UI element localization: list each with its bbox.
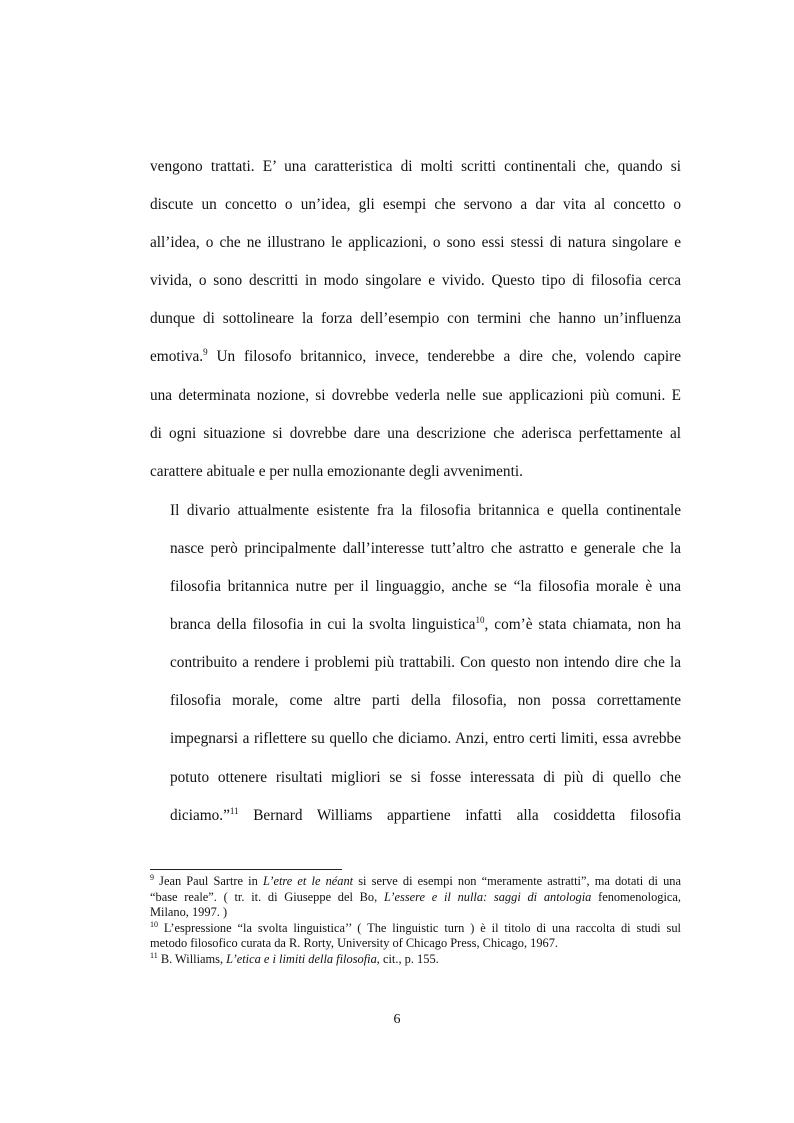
text-fragment: diciamo.”: [170, 806, 230, 824]
footnote-text: si serve di esempi non “meramente astratti”, ma dotati di una: [353, 874, 681, 888]
footnote-text: , cit., p. 155.: [376, 951, 439, 966]
footnote-ref-11: 11: [229, 805, 239, 816]
text-line: [150, 338, 681, 376]
text-line: nasce però principalmente dall’interesse tutt’altro che astratto e generale che la: [170, 539, 681, 557]
footnote-text: B. Williams,: [160, 951, 227, 966]
paragraph-1: [150, 148, 681, 491]
text-line: contribuito a rendere i problemi più trattabili. Con questo non intendo dire che la: [170, 654, 681, 672]
footnote-separator: [150, 869, 342, 870]
page-number: 6: [393, 1012, 401, 1027]
footnote-ref-10: 10: [475, 615, 485, 626]
footnote-title: L’etre et le néant: [262, 874, 354, 888]
footnote-text: fenomenologica,: [591, 889, 682, 904]
footnote-9-line: [150, 874, 681, 890]
footnote-9-line: [150, 890, 681, 906]
text-line: all’idea, o che ne illustrano le applicazioni, o sono essi stessi di natura singolare e: [150, 234, 681, 252]
footnote-10-line: metodo filosofico curata da R. Rorty, University of Chicago Press, Chicago, 1967.: [150, 936, 559, 950]
text-line: filosofia morale, come altre parti della filosofia, non possa correttamente: [170, 692, 681, 710]
main-text: [150, 148, 681, 835]
footnote-10-line: [150, 921, 681, 937]
footnote-title: L’essere e il nulla: saggi di antologia: [383, 889, 592, 904]
footnotes: [150, 874, 681, 967]
footnote-number: 11: [150, 950, 158, 960]
footnote-title: L’etica e i limiti della filosofia: [226, 951, 377, 966]
text-line: filosofia britannica nutre per il linguaggio, anche se “la filosofia morale è una: [170, 578, 681, 596]
footnote-text: “base reale”. ( tr. it. di Giuseppe del Bo,: [150, 889, 384, 904]
text-fragment: emotiva.: [150, 348, 204, 366]
footnote-number: 10: [150, 919, 158, 929]
text-line: di ogni situazione si dovrebbe dare una descrizione che aderisca perfettamente al: [150, 424, 681, 442]
footnote-11-line: [150, 952, 681, 968]
text-line: potuto ottenere risultati migliori se si fosse interessata di più di quello che: [170, 768, 681, 786]
text-line: impegnarsi a riflettere su quello che diciamo. Anzi, entro certi limiti, essa avrebbe: [170, 730, 681, 748]
footnote-text: Jean Paul Sartre in: [159, 874, 263, 888]
footnote-text: L’espressione “la svolta linguistica’’ ( The linguistic turn ) è il titolo di una raccolta di studi sul: [163, 920, 681, 935]
text-line: dunque di sottolineare la forza dell’esempio con termini che hanno un’influenza: [150, 310, 681, 328]
footnote-number: 9: [150, 873, 154, 882]
text-line: carattere abituale e per nulla emozionante degli avvenimenti.: [150, 462, 523, 480]
paragraph-2: [150, 492, 681, 835]
text-line: vengono trattati. E’ una caratteristica di molti scritti continentali che, quando si: [150, 158, 681, 175]
text-fragment: branca della filosofia in cui la svolta linguistica: [170, 616, 476, 634]
text-line: una determinata nozione, si dovrebbe vederla nelle sue applicazioni più comuni. E: [150, 386, 681, 404]
footnote-ref-9: 9: [203, 347, 208, 358]
text-fragment: Un filosofo britannico, invece, tenderebbe a dire che, volendo capire: [216, 348, 681, 366]
text-fragment: Bernard Williams appartiene infatti alla cosiddetta filosofia: [253, 806, 681, 824]
text-line: [150, 606, 681, 644]
text-line: Il divario attualmente esistente fra la filosofia britannica e quella continentale: [170, 501, 681, 519]
text-line: vivida, o sono descritti in modo singolare e vivido. Questo tipo di filosofia cerca: [150, 272, 681, 290]
text-line: [150, 797, 681, 835]
text-fragment: , com’è stata chiamata, non ha: [484, 616, 681, 634]
text-line: discute un concetto o un’idea, gli esempi che servono a dar vita al concetto o: [150, 196, 681, 214]
footnote-9-line: Milano, 1997. ): [150, 905, 228, 919]
